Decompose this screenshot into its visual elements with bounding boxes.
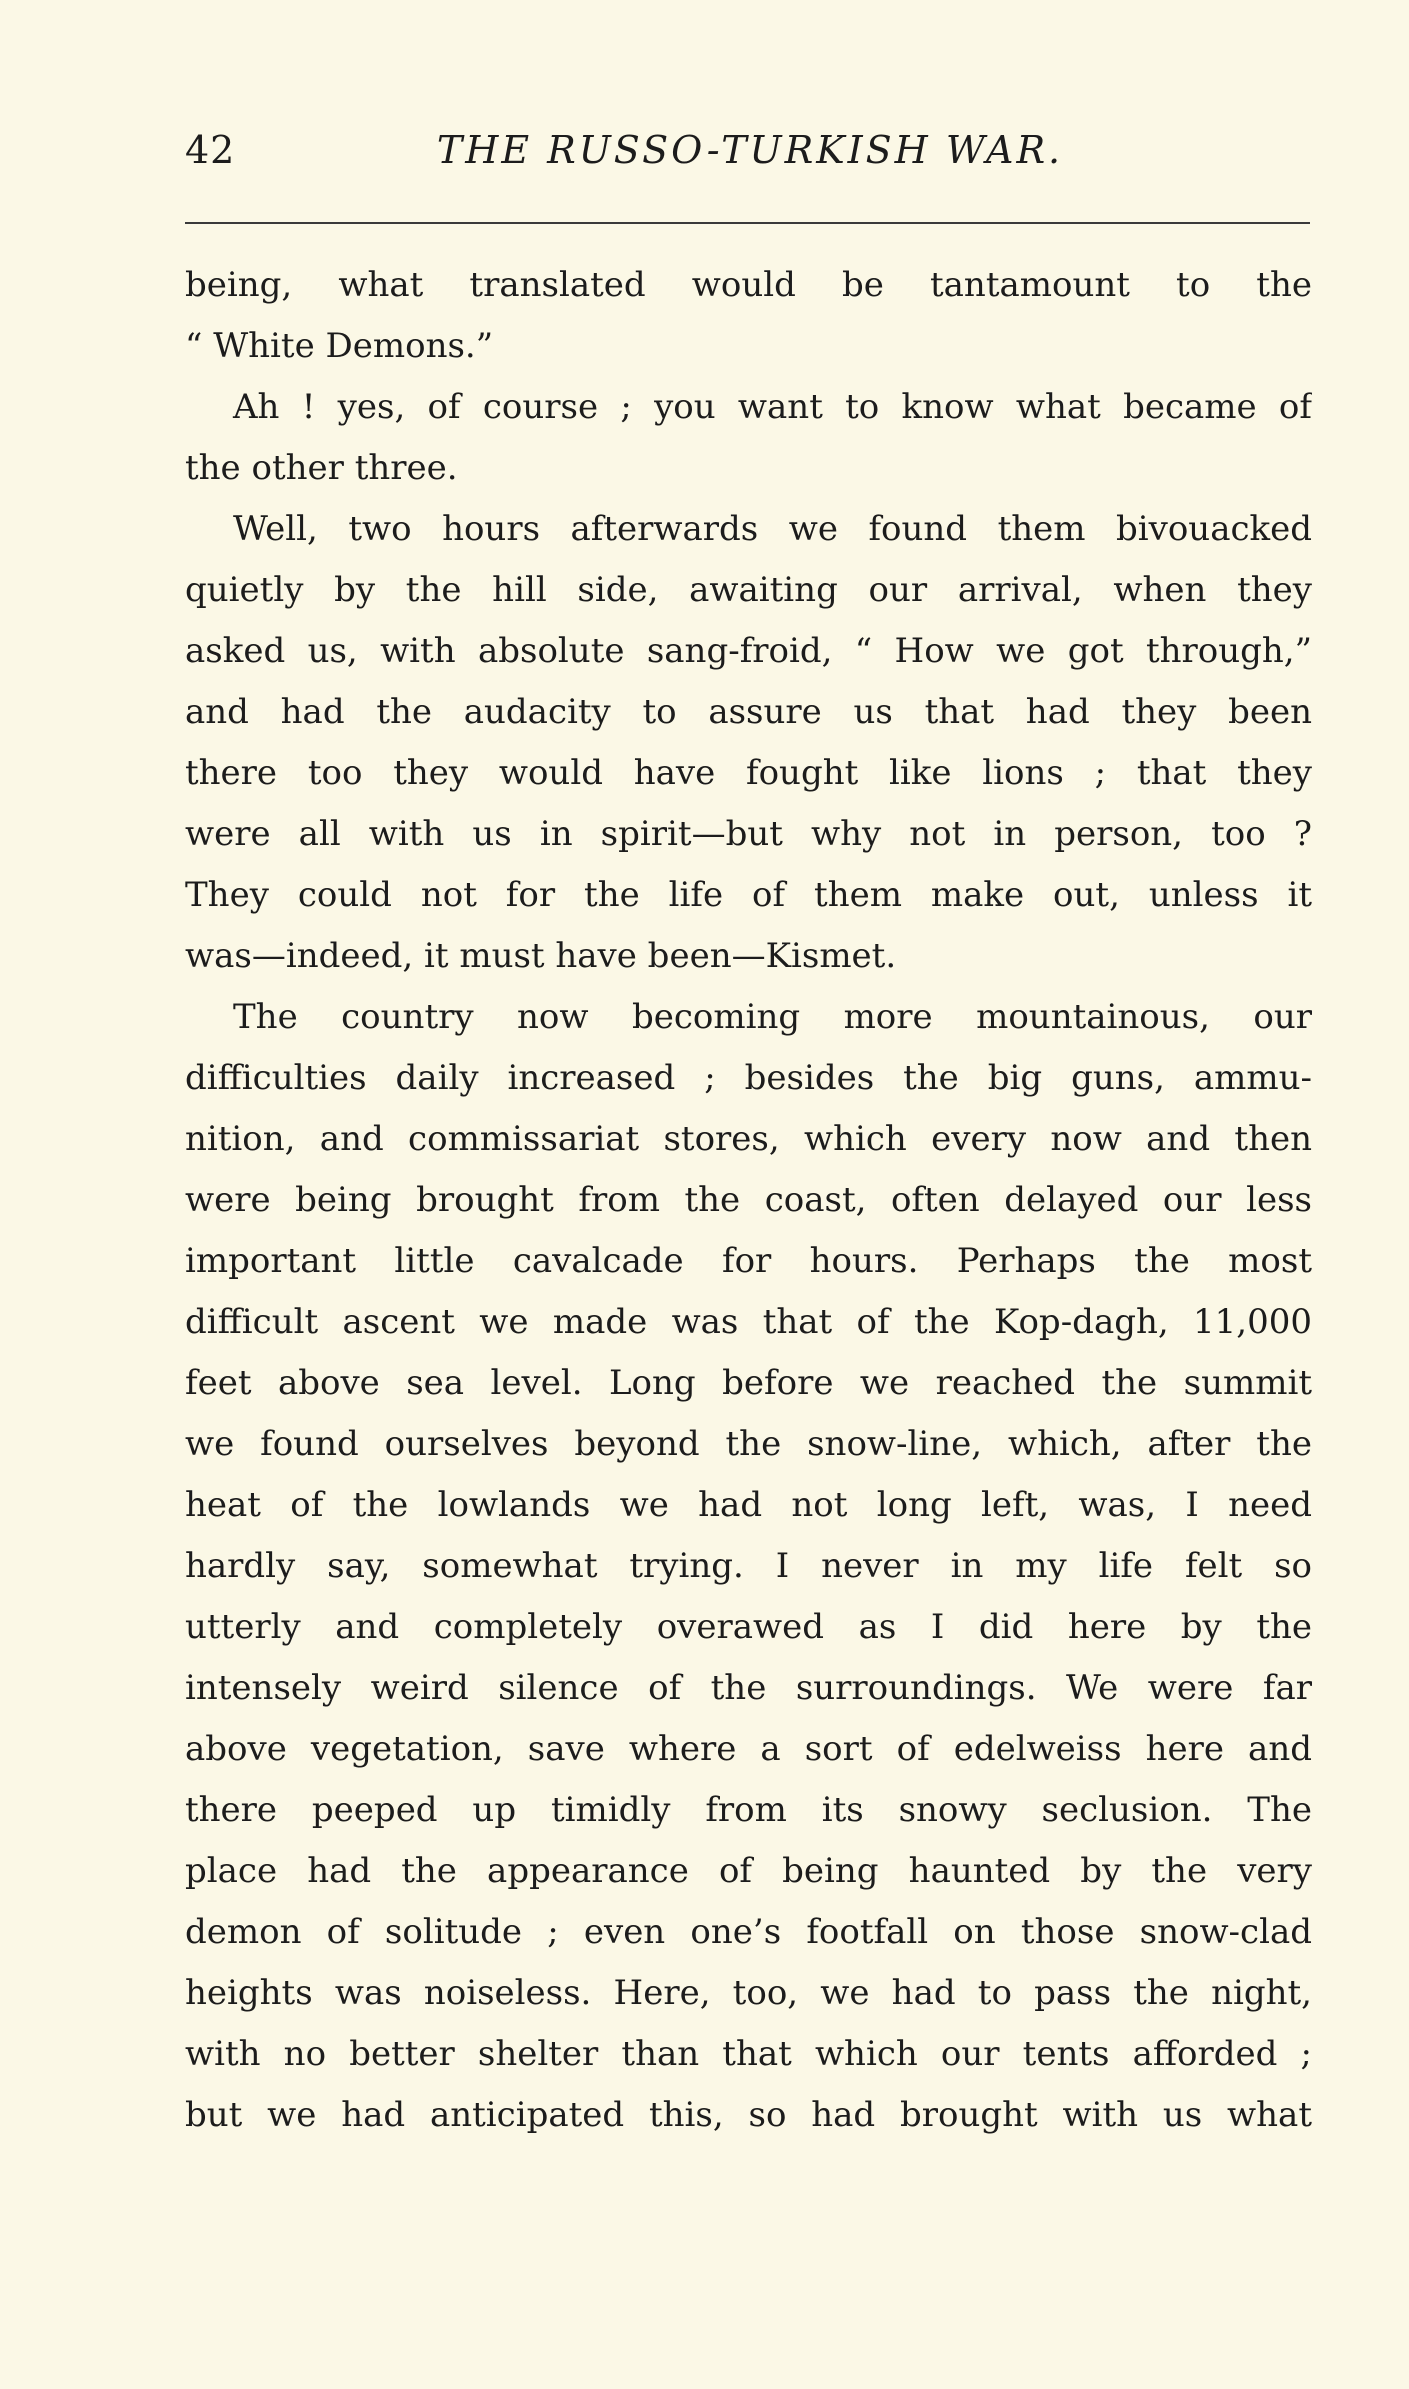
text-line: utterly and completely overawed as I did here by the [185, 1607, 1312, 1647]
text-line: asked us, with absolute sang-froid, “ How we got through,” [185, 631, 1312, 671]
text-line: with no better shelter than that which our tents afforded ; [185, 2034, 1312, 2074]
text-line: there too they would have fought like lions ; that they [185, 753, 1312, 793]
text-line: were all with us in spirit—but why not in person, too ? [185, 814, 1312, 854]
text-line: Well, two hours afterwards we found them bivouacked [233, 509, 1312, 549]
text-line: but we had anticipated this, so had brought with us what [185, 2095, 1312, 2135]
page-number: 42 [185, 128, 236, 172]
text-line: They could not for the life of them make out, unless it [185, 875, 1312, 915]
text-line: difficulties daily increased ; besides the big guns, ammu- [185, 1058, 1312, 1098]
running-title: THE RUSSO-TURKISH WAR. [436, 128, 1064, 172]
running-head [185, 128, 1315, 188]
text-line: being, what translated would be tantamount to the [185, 265, 1312, 305]
text-line: “ White Demons.” [185, 326, 494, 366]
text-line: demon of solitude ; even one’s footfall on those snow-clad [185, 1912, 1312, 1952]
header-rule [185, 222, 1310, 224]
text-line: difficult ascent we made was that of the Kop-dagh, 11,000 [185, 1302, 1312, 1342]
text-line: the other three. [185, 448, 458, 488]
text-line: The country now becoming more mountainous, our [233, 997, 1312, 1037]
text-line: quietly by the hill side, awaiting our arrival, when they [185, 570, 1312, 610]
text-line: heights was noiseless. Here, too, we had to pass the night, [185, 1973, 1312, 2013]
text-line: we found ourselves beyond the snow-line, which, after the [185, 1424, 1312, 1464]
text-line: and had the audacity to assure us that had they been [185, 692, 1312, 732]
text-line: there peeped up timidly from its snowy seclusion. The [185, 1790, 1312, 1830]
text-line: was—indeed, it must have been—Kismet. [185, 936, 897, 976]
text-line: were being brought from the coast, often delayed our less [185, 1180, 1312, 1220]
text-line: place had the appearance of being haunted by the very [185, 1851, 1312, 1891]
text-line: important little cavalcade for hours. Perhaps the most [185, 1241, 1312, 1281]
body-text [185, 255, 1312, 2146]
text-line: hardly say, somewhat trying. I never in my life felt so [185, 1546, 1312, 1586]
text-line: intensely weird silence of the surroundings. We were far [185, 1668, 1312, 1708]
text-line: feet above sea level. Long before we reached the summit [185, 1363, 1312, 1403]
text-line: Ah ! yes, of course ; you want to know what became of [233, 387, 1312, 427]
text-line: nition, and commissariat stores, which every now and then [185, 1119, 1312, 1159]
text-line: heat of the lowlands we had not long left, was, I need [185, 1485, 1312, 1525]
text-line: above vegetation, save where a sort of edelweiss here and [185, 1729, 1312, 1769]
